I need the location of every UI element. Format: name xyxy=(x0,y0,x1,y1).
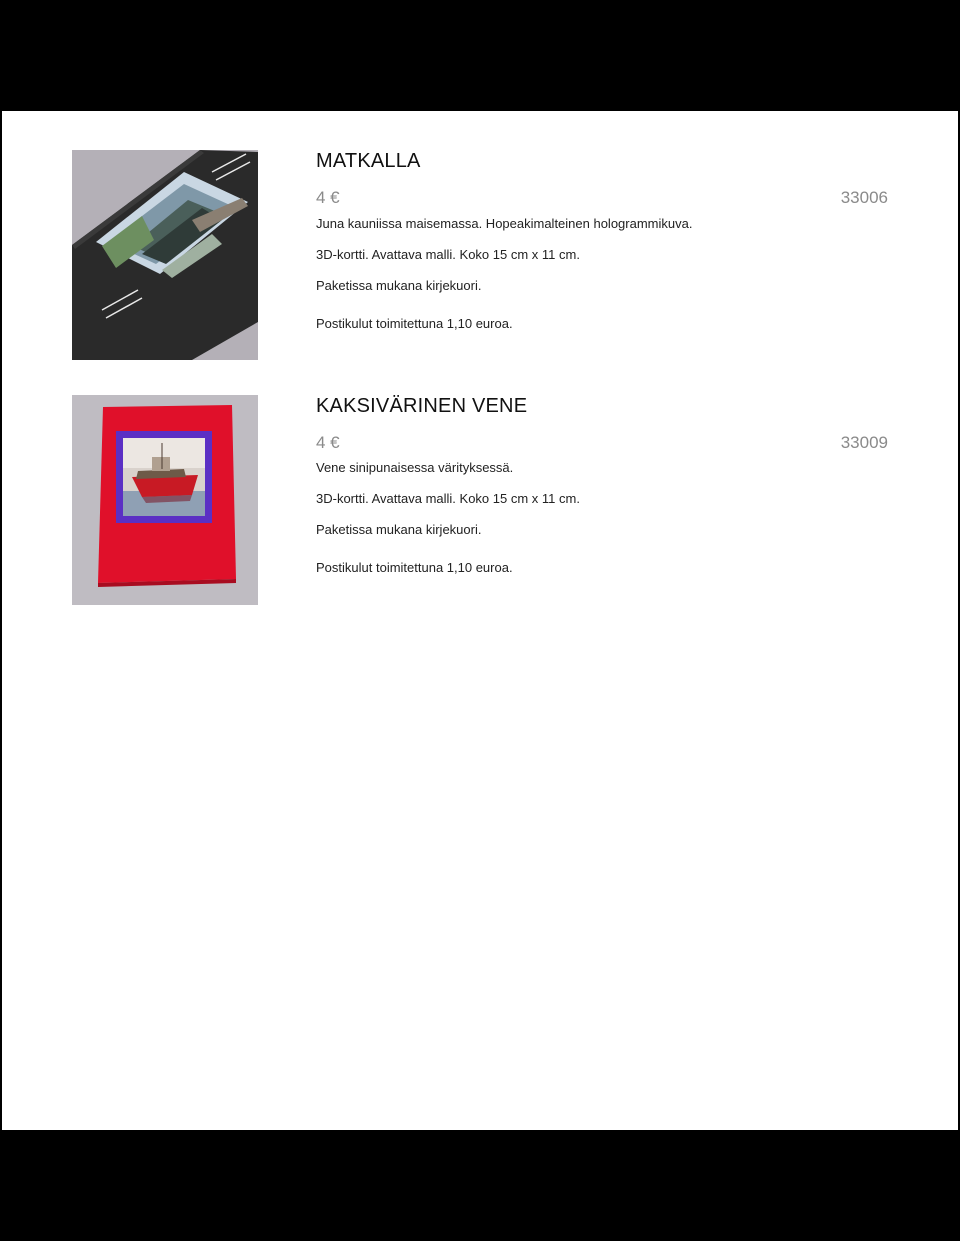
product-description: Juna kauniissa maisemassa. Hopeakimalteinen hologrammikuva. xyxy=(316,216,693,231)
boat-card-image xyxy=(72,395,258,605)
catalog-page xyxy=(2,111,958,1130)
product-description: Vene sinipunaisessa värityksessä. xyxy=(316,460,514,475)
product-shipping-note: Postikulut toimitettuna 1,10 euroa. xyxy=(316,316,513,331)
product-code: 33009 xyxy=(840,433,888,452)
product-envelope-note: Paketissa mukana kirjekuori. xyxy=(316,278,482,293)
product-details: 3D-kortti. Avattava malli. Koko 15 cm x 11 cm. xyxy=(316,247,580,262)
price-row xyxy=(316,187,888,209)
product-price: 4 € xyxy=(316,433,340,452)
product-code: 33006 xyxy=(840,188,888,207)
product-photo-train-card xyxy=(72,150,258,360)
product-title: KAKSIVÄRINEN VENE xyxy=(316,395,528,417)
product-envelope-note: Paketissa mukana kirjekuori. xyxy=(316,522,482,537)
product-shipping-note: Postikulut toimitettuna 1,10 euroa. xyxy=(316,560,513,575)
product-photo-boat-card xyxy=(72,395,258,605)
product-info xyxy=(316,149,888,332)
price-row xyxy=(316,432,888,454)
product-details: 3D-kortti. Avattava malli. Koko 15 cm x 11 cm. xyxy=(316,491,580,506)
product-title: MATKALLA xyxy=(316,150,421,172)
product-price: 4 € xyxy=(316,188,340,207)
product-info xyxy=(316,394,888,576)
train-card-image xyxy=(72,150,258,360)
